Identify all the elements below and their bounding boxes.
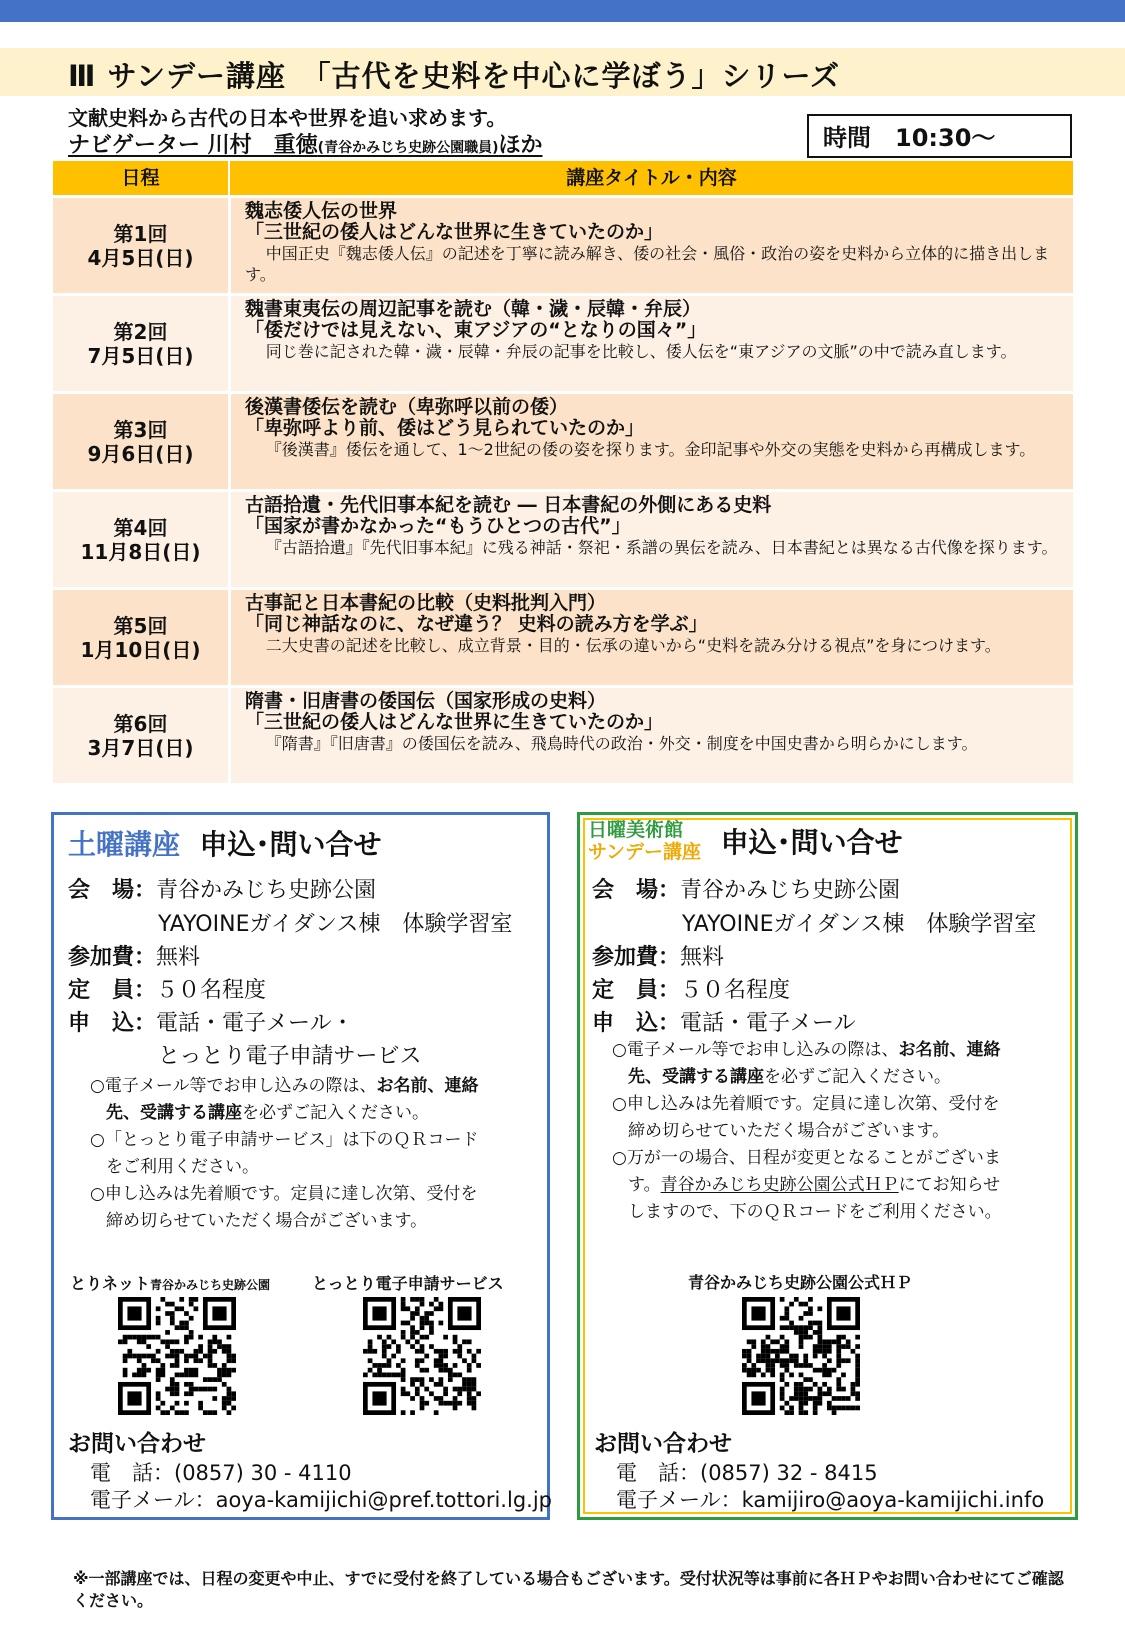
fee-label: 参加費： xyxy=(592,945,681,970)
session-topic: 古事記と日本書紀の比較（史料批判入門） xyxy=(245,592,607,614)
official-hp-qr-code[interactable] xyxy=(742,1297,860,1415)
session-date-cell xyxy=(53,492,231,587)
session-topic: 古語拾遺・先代旧事本紀を読む ― 日本書紀の外側にある史料 xyxy=(245,494,772,516)
torinet-qr-label xyxy=(70,1271,270,1294)
session-date: 4月5日(日) xyxy=(87,245,194,270)
session-number: 第5回 xyxy=(113,613,168,638)
note-emphasis: 先、受講する講座 xyxy=(628,1067,764,1087)
left-note-3: ○申し込みは先着順です。定員に達し次第、受付を xyxy=(90,1184,478,1204)
schedule-table xyxy=(53,161,1073,783)
right-note-3: ○万が一の場合、日程が変更となることがございま xyxy=(612,1148,1001,1168)
note-text: にてお知らせ xyxy=(898,1175,1001,1195)
right-box-title-rest: 申込･問い合せ xyxy=(720,826,903,859)
right-note-2b: 締め切らせていただく場合がございます。 xyxy=(628,1121,950,1141)
schedule-row xyxy=(53,391,1073,489)
left-box-title-series: 土曜講座 xyxy=(68,828,181,861)
left-contact-heading: お問い合わせ xyxy=(68,1431,206,1457)
capacity-label: 定 員： xyxy=(592,978,681,1003)
torinet-qr-code[interactable] xyxy=(118,1297,236,1415)
right-note-1b xyxy=(628,1064,951,1091)
note-emphasis: お名前、連絡 xyxy=(898,1040,1001,1060)
session-date-cell xyxy=(53,688,231,783)
session-title: 「国家が書かなかった“もうひとつの古代”」 xyxy=(245,515,631,537)
note-text: を必ずご記入ください。 xyxy=(242,1103,429,1123)
left-box-title-rest: 申込･問い合せ xyxy=(199,828,382,861)
capacity-value: ５０名程度 xyxy=(156,978,267,1003)
session-content-cell xyxy=(231,688,1073,783)
session-content-cell xyxy=(231,590,1073,685)
session-description: 『後漢書』倭伝を通して、1〜2世紀の倭の姿を探ります。金印記事や外交の実態を史料から再構成します。 xyxy=(265,440,1036,459)
session-date: 3月7日(日) xyxy=(87,735,194,760)
session-number: 第1回 xyxy=(113,221,168,246)
session-number: 第4回 xyxy=(113,515,168,540)
left-note-2b: をご利用ください。 xyxy=(106,1157,259,1177)
venue-field-2: YAYOINEガイダンス棟 体験学習室 xyxy=(158,912,513,937)
session-content-cell xyxy=(231,296,1073,391)
fee-field xyxy=(68,940,200,971)
col-date-header: 日程 xyxy=(121,167,160,189)
fee-value: 無料 xyxy=(156,945,201,970)
schedule-row xyxy=(53,587,1073,685)
session-topic: 魏志倭人伝の世界 xyxy=(245,200,398,222)
left-note-1 xyxy=(90,1073,479,1100)
session-date-cell xyxy=(53,590,231,685)
apply-field xyxy=(592,1006,856,1037)
left-contact-mail[interactable]: 電子メール：aoya-kamijichi@pref.tottori.lg.jp xyxy=(90,1488,552,1512)
session-number: 第6回 xyxy=(113,711,168,736)
left-note-3b: 締め切らせていただく場合がございます。 xyxy=(106,1211,428,1231)
page-subtitle: 文献史料から古代の日本や世界を追い求めます。 xyxy=(68,106,507,130)
capacity-label: 定 員： xyxy=(68,978,157,1003)
session-content-cell xyxy=(231,198,1073,293)
session-description: 『古語拾遺』『先代旧事本紀』に残る神話・祭祀・系譜の異伝を読み、日本書紀とは異なる古代像を探ります。 xyxy=(265,538,1058,557)
apply-field xyxy=(68,1006,354,1037)
session-content-cell xyxy=(231,492,1073,587)
venue-field-2: YAYOINEガイダンス棟 体験学習室 xyxy=(682,912,1037,937)
note-emphasis: 先、受講する講座 xyxy=(106,1103,242,1123)
session-title: 「同じ神話なのに、なぜ違う？ 史料の読み方を学ぶ」 xyxy=(245,613,708,635)
session-description: 中国正史『魏志倭人伝』の記述を丁寧に読み解き、倭の社会・風俗・政治の姿を史料から立体的に描き出します。 xyxy=(245,244,1050,284)
capacity-value: ５０名程度 xyxy=(680,978,791,1003)
fee-field xyxy=(592,940,724,971)
venue-value: 青谷かみじち史跡公園 xyxy=(156,878,377,903)
left-note-1b xyxy=(106,1100,429,1127)
right-contact-mail[interactable]: 電子メール：kamijiro@aoya-kamijichi.info xyxy=(616,1488,1045,1512)
schedule-row xyxy=(53,489,1073,587)
session-date: 1月10日(日) xyxy=(80,637,201,662)
session-number: 第3回 xyxy=(113,417,168,442)
session-date: 11月8日(日) xyxy=(80,539,201,564)
schedule-row xyxy=(53,195,1073,293)
right-note-3c: しますので、下のＱＲコードをご利用ください。 xyxy=(628,1202,1002,1222)
apply-field-2: とっとり電子申請サービス xyxy=(158,1044,422,1069)
time-box: 時間 10:30〜 xyxy=(807,114,1072,158)
title-line-1: 日曜美術館 xyxy=(588,819,684,841)
navigator-line xyxy=(68,128,542,159)
schedule-row xyxy=(53,293,1073,391)
e-application-qr-code[interactable] xyxy=(363,1297,481,1415)
venue-label: 会 場： xyxy=(592,878,681,903)
note-text: す。 xyxy=(628,1175,661,1195)
right-contact-tel: 電 話：(0857) 32 - 8415 xyxy=(616,1461,878,1485)
right-note-3b xyxy=(628,1172,1000,1199)
sunday-application-box xyxy=(577,812,1078,1520)
fee-value: 無料 xyxy=(680,945,725,970)
session-date-cell xyxy=(53,198,231,293)
qr-label-main: とりネット xyxy=(70,1274,151,1293)
official-hp-link[interactable]: 青谷かみじち史跡公園公式ＨＰ xyxy=(660,1175,899,1195)
footer-note: ※一部講座では、日程の変更や中止、すでに受付を終了している場合もございます。受付状況等は事前に各ＨＰやお問い合わせにてご確認ください。 xyxy=(73,1569,1064,1610)
session-title: 「倭だけでは見えない、東アジアの“となりの国々”」 xyxy=(245,319,707,341)
session-content-cell xyxy=(231,394,1073,489)
e-application-qr-label: とっとり電子申請サービス xyxy=(312,1274,504,1293)
title-line-2: サンデー講座 xyxy=(588,841,702,863)
capacity-field xyxy=(68,973,266,1004)
navigator-org: (青谷かみじち史跡公園職員) xyxy=(317,140,499,156)
apply-value: 電話・電子メール xyxy=(680,1011,856,1036)
session-description: 二大史書の記述を比較し、成立背景・目的・伝承の違いから“史料を読み分ける視点”を身につけます。 xyxy=(265,636,1001,655)
page-title: Ⅲ サンデー講座 「古代を史料を中心に学ぼう」シリーズ xyxy=(68,59,841,93)
right-box-title-series xyxy=(588,819,701,863)
venue-label: 会 場： xyxy=(68,878,157,903)
venue-field xyxy=(592,873,900,904)
venue-field xyxy=(68,873,376,904)
saturday-application-box xyxy=(51,812,550,1520)
official-hp-qr-label: 青谷かみじち史跡公園公式ＨＰ xyxy=(688,1273,913,1292)
left-box-title xyxy=(68,823,382,863)
top-accent-bar xyxy=(0,0,1125,22)
session-date: 7月5日(日) xyxy=(87,343,194,368)
session-topic: 後漢書倭伝を読む（卑弥呼以前の倭） xyxy=(245,396,569,418)
right-note-1 xyxy=(612,1037,1001,1064)
fee-label: 参加費： xyxy=(68,945,157,970)
session-topic: 魏書東夷伝の周辺記事を読む（韓・濊・辰韓・弁辰） xyxy=(245,298,702,320)
apply-value: 電話・電子メール・ xyxy=(156,1011,354,1036)
session-topic: 隋書・旧唐書の倭国伝（国家形成の史料） xyxy=(245,690,607,712)
apply-label: 申 込： xyxy=(68,1011,157,1036)
capacity-field xyxy=(592,973,790,1004)
left-contact-tel: 電 話：(0857) 30 - 4110 xyxy=(90,1461,352,1485)
session-description: 同じ巻に記された韓・濊・辰韓・弁辰の記事を比較し、倭人伝を“東アジアの文脈”の中で読み直します。 xyxy=(265,342,1017,361)
session-title: 「三世紀の倭人はどんな世界に生きていたのか」 xyxy=(245,711,664,733)
note-text: ○電子メール等でお申し込みの際は、 xyxy=(612,1040,899,1060)
session-number: 第2回 xyxy=(113,319,168,344)
session-date-cell xyxy=(53,394,231,489)
session-title: 「卑弥呼より前、倭はどう見られていたのか」 xyxy=(245,417,645,439)
note-text: ○電子メール等でお申し込みの際は、 xyxy=(90,1076,377,1096)
navigator-suffix: ほか xyxy=(498,133,543,158)
session-description: 『隋書』『旧唐書』の倭国伝を読み、飛鳥時代の政治・外交・制度を中国史書から明らかにします。 xyxy=(265,734,978,753)
schedule-row xyxy=(53,685,1073,783)
session-title: 「三世紀の倭人はどんな世界に生きていたのか」 xyxy=(245,221,664,243)
left-note-2: ○「とっとり電子申請サービス」は下のＱＲコード xyxy=(90,1130,479,1150)
right-contact-heading: お問い合わせ xyxy=(594,1431,732,1457)
col-content-header: 講座タイトル・内容 xyxy=(228,161,1073,195)
navigator-name: ナビゲーター 川村 重徳 xyxy=(68,133,318,158)
right-box-title xyxy=(588,819,903,863)
note-text: を必ずご記入ください。 xyxy=(764,1067,951,1087)
session-date-cell xyxy=(53,296,231,391)
qr-label-sub: 青谷かみじち史跡公園 xyxy=(150,1278,271,1292)
right-note-2: ○申し込みは先着順です。定員に達し次第、受付を xyxy=(612,1094,1000,1114)
session-date: 9月6日(日) xyxy=(87,441,194,466)
schedule-header xyxy=(53,161,1073,195)
venue-value: 青谷かみじち史跡公園 xyxy=(680,878,901,903)
apply-label: 申 込： xyxy=(592,1011,681,1036)
note-emphasis: お名前、連絡 xyxy=(376,1076,479,1096)
